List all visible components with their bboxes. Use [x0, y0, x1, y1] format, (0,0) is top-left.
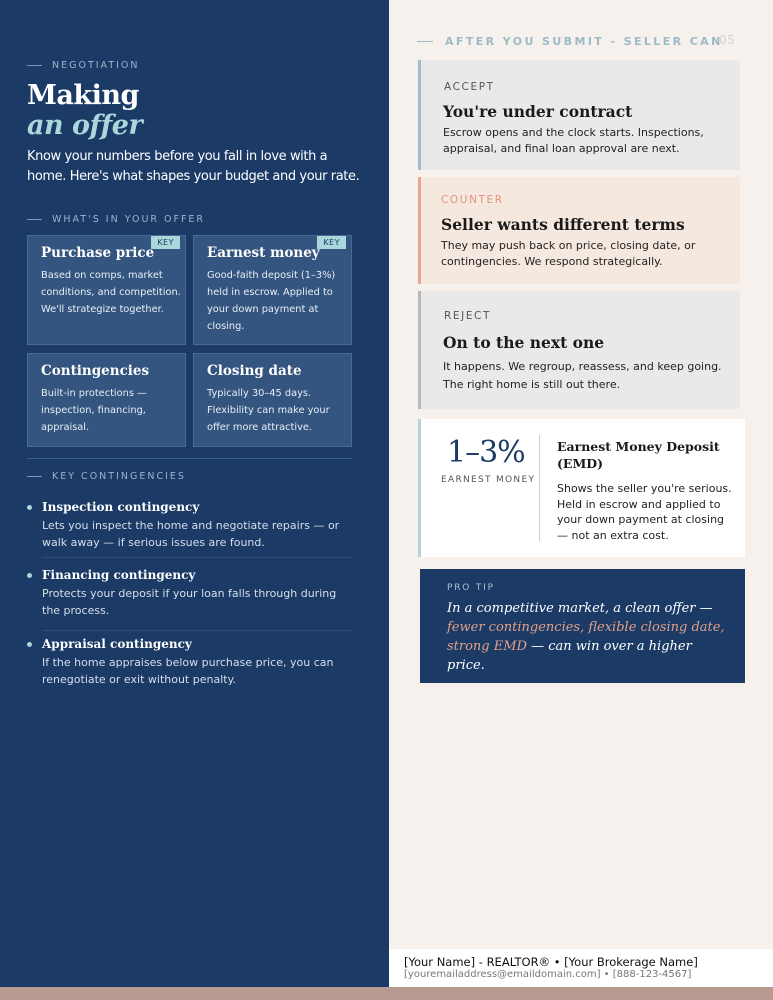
pro-tip-highlight: fewer contingencies, flexible closing date, strong EMD [447, 620, 725, 654]
card-body: Based on comps, market conditions, and competition. We'll strategize together. [41, 270, 181, 315]
footer-contact-name: [Your Name] - REALTOR® • [Your Brokerage Name] [404, 955, 698, 969]
eyebrow-dash [27, 219, 42, 220]
emd-percentage-label: EARNEST MONEY [441, 475, 536, 485]
contingency-item-financing [27, 568, 347, 628]
bullet-dot [27, 505, 32, 510]
option-body: Escrow opens and the clock starts. Inspections, appraisal, and final loan approval are next. [443, 126, 704, 155]
right-eyebrow [417, 35, 723, 48]
card-contingencies [27, 353, 186, 447]
page-title-line2: an offer [27, 110, 143, 141]
page-number: 05 [719, 33, 736, 47]
contingency-title: Inspection contingency [42, 500, 200, 514]
contingency-body: Lets you inspect the home and negotiate repairs — or walk away — if serious issues are found. [42, 519, 340, 549]
option-body: It happens. We regroup, reassess, and keep going. The right home is still out there. [443, 360, 722, 391]
option-title: On to the next one [443, 333, 605, 352]
emd-body: Shows the seller you're serious. Held in escrow and applied to your down payment at closing — not an extra cost. [557, 482, 732, 542]
emd-percentage: 1–3% [447, 435, 525, 470]
emd-callout [418, 419, 745, 557]
page-title-line1: Making [27, 80, 139, 111]
card-earnest-money [193, 235, 352, 345]
footer-contact-details: [youremailaddress@emaildomain.com] • [888-123-4567] [404, 969, 692, 980]
offer-heading [27, 214, 205, 225]
option-title: You're under contract [443, 102, 633, 121]
contingency-body: Protects your deposit if your loan falls through during the process. [42, 587, 337, 617]
card-title: Closing date [207, 363, 302, 379]
intro-text: Know your numbers before you fall in love with a home. Here's what shapes your budget and your rate. [27, 149, 360, 184]
eyebrow-dash [27, 65, 42, 66]
item-divider [42, 630, 352, 631]
card-body: Good-faith deposit (1–3%) held in escrow. Applied to your down payment at closing. [207, 270, 336, 332]
bullet-dot [27, 642, 32, 647]
contingency-item-inspection [27, 500, 347, 558]
card-body: Built-in protections — inspection, financing, appraisal. [41, 388, 147, 433]
option-body: They may push back on price, closing date, or contingencies. We respond strategically. [441, 239, 696, 268]
contingency-title: Financing contingency [42, 568, 196, 582]
eyebrow-text: NEGOTIATION [52, 60, 140, 71]
divider [27, 458, 352, 459]
option-reject [418, 291, 740, 409]
emd-title: Earnest Money Deposit (EMD) [557, 439, 720, 471]
option-label: ACCEPT [444, 81, 495, 93]
card-title: Purchase price [41, 245, 155, 261]
option-counter [418, 177, 740, 284]
right-eyebrow-text: AFTER YOU SUBMIT - SELLER CAN [445, 35, 723, 48]
key-badge: KEY [317, 236, 346, 249]
contingency-item-appraisal [27, 637, 347, 692]
card-title: Earnest money [207, 245, 320, 261]
pro-tip-quote [447, 599, 732, 675]
pro-tip-text: In a competitive market, a clean offer — [447, 601, 713, 616]
pro-tip-box [420, 569, 745, 683]
eyebrow-dash [27, 476, 42, 477]
contingencies-heading [27, 471, 186, 482]
card-title: Contingencies [41, 363, 150, 379]
bottom-accent-strip [0, 987, 773, 1000]
pro-tip-text: — can win over a higher price. [447, 639, 692, 673]
item-divider [42, 557, 352, 558]
offer-heading-text: WHAT'S IN YOUR OFFER [52, 214, 206, 225]
option-title: Seller wants different terms [441, 215, 685, 234]
card-body: Typically 30–45 days. Flexibility can make your offer more attractive. [207, 388, 330, 433]
contingency-body: If the home appraises below purchase price, you can renegotiate or exit without penalty. [42, 656, 334, 686]
key-badge: KEY [151, 236, 180, 249]
bullet-dot [27, 573, 32, 578]
option-label: REJECT [444, 310, 492, 322]
option-label: COUNTER [441, 194, 504, 206]
pro-tip-label: PRO TIP [447, 583, 495, 593]
section-eyebrow [27, 60, 140, 71]
option-accept [418, 60, 740, 170]
contingencies-heading-text: KEY CONTINGENCIES [52, 471, 186, 482]
contingency-title: Appraisal contingency [42, 637, 192, 651]
eyebrow-dash [417, 41, 433, 42]
footer [389, 949, 773, 987]
emd-divider [539, 435, 540, 541]
card-purchase-price [27, 235, 186, 345]
card-closing-date [193, 353, 352, 447]
